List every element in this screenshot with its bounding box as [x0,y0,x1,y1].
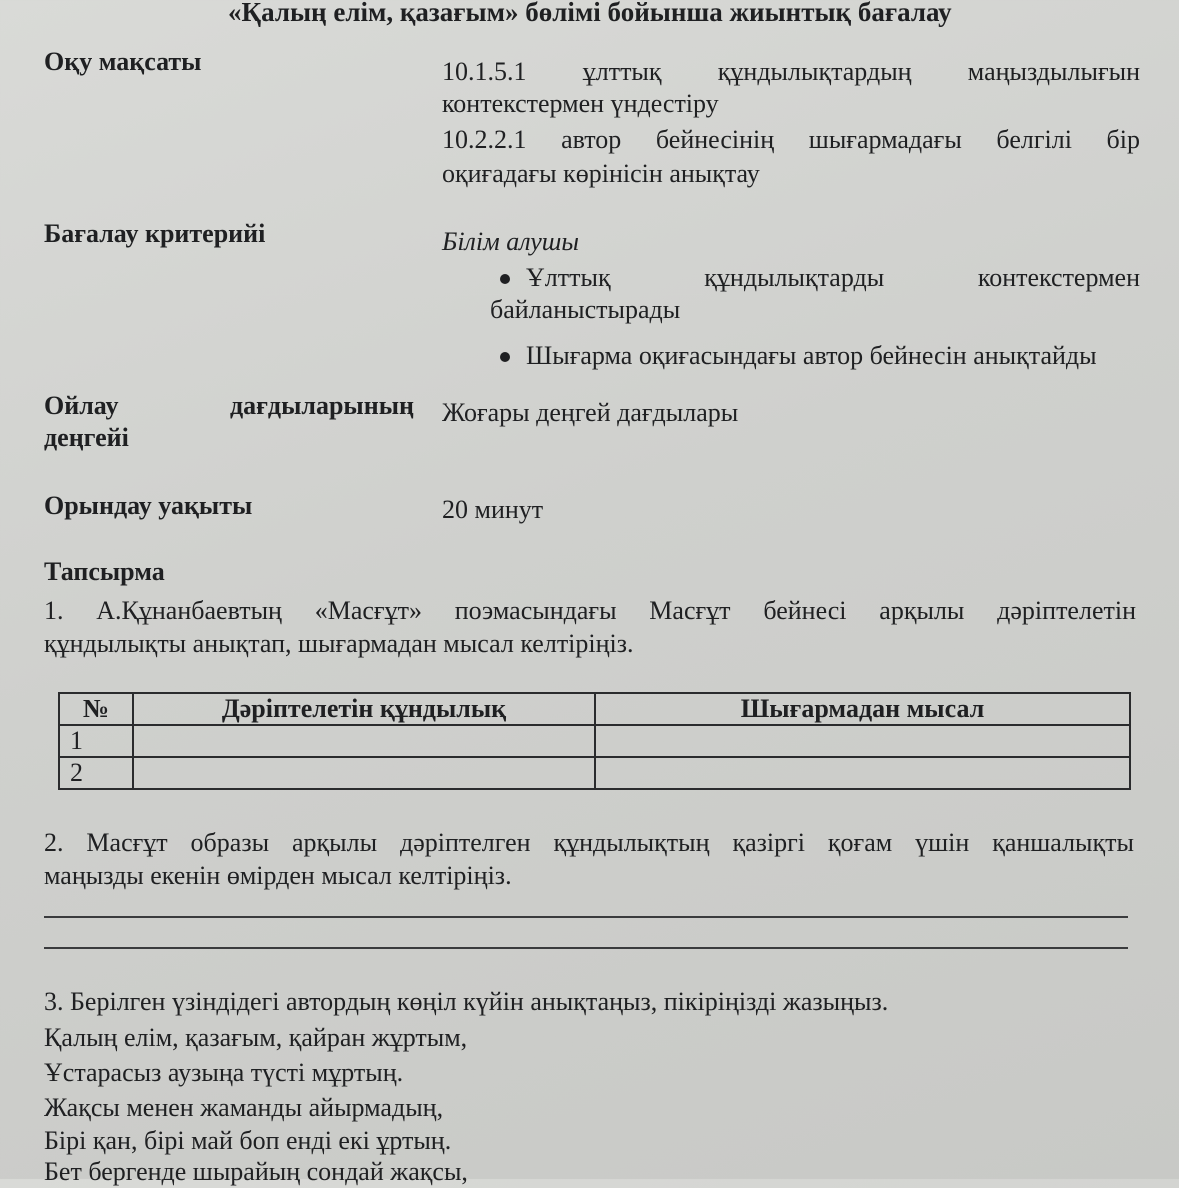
task-1-line1: 1. А.Құнанбаевтың «Масғұт» поэмасындағы Масғұт бейнесі арқылы дәріптелетін [44,596,1136,625]
example-cell[interactable] [595,757,1130,789]
example-cell[interactable] [595,725,1130,757]
row-number-cell: 2 [59,757,133,789]
answer-line-1[interactable] [44,916,1128,918]
tasks-heading: Тапсырма [44,557,165,586]
criterion-1-line1: Ұлттық құндылықтарды контекстермен [526,263,1140,292]
table-row [59,725,1130,757]
task-1-line2: құндылықты анықтап, шығармадан мысал келтіріңіз. [44,629,634,658]
poem-line: Жақсы менен жаманды айырмадың, [44,1093,444,1122]
task-2-line2: маңызды екенін өмірден мысал келтіріңіз. [44,861,512,890]
thinking-label-line2: деңгейі [44,423,129,452]
answer-line-2[interactable] [44,947,1128,949]
time-label: Орындау уақыты [44,491,253,520]
task-3: 3. Берілген үзіндідегі автордың көңіл күйін анықтаңыз, пікіріңізді жазыңыз. [44,987,889,1016]
poem-line: Бірі қан, бірі май боп енді екі ұртың. [44,1126,452,1155]
thinking-label-line1: Ойлау дағдыларының [44,391,414,420]
column-header-number: № [59,693,133,725]
value-cell[interactable] [133,725,595,757]
objectives-label: Оқу мақсаты [44,47,202,76]
column-header-value: Дәріптелетін құндылық [133,693,595,725]
table-header-row [59,693,1130,725]
objective-1-line1: 10.1.5.1 ұлттық құндылықтардың маңыздылығын [442,57,1140,86]
objective-1-line2: контекстермен үндестіру [442,89,719,118]
poem-line: Қалың елім, қазағым, қайран жұртым, [44,1023,468,1052]
criteria-intro: Білім алушы [442,227,579,256]
criterion-2: Шығарма оқиғасындағы автор бейнесін анықтайды [526,341,1097,370]
answer-table [58,692,1131,790]
time-value: 20 минут [442,495,544,524]
criterion-1-line2: байланыстырады [490,295,681,324]
poem-line: Ұстарасыз аузыңа түсті мұртың. [44,1058,404,1087]
column-header-example: Шығармадан мысал [595,693,1130,725]
thinking-value: Жоғары деңгей дағдылары [442,398,739,427]
objective-2-line1: 10.2.2.1 автор бейнесінің шығармадағы белгілі бір [442,125,1140,154]
task-2-line1: 2. Масғұт образы арқылы дәріптелген құндылықтың қазіргі қоғам үшін қаншалықты [44,828,1134,857]
table-row [59,757,1130,789]
objective-2-line2: оқиғадағы көрінісін анықтау [442,159,760,188]
row-number-cell: 1 [59,725,133,757]
value-cell[interactable] [133,757,595,789]
criteria-label: Бағалау критерийі [44,219,266,248]
poem-line: Бет бергенде шырайың сондай жақсы, [44,1157,468,1186]
page-title: «Қалың елім, қазағым» бөлімі бойынша жиынтық бағалау [228,0,952,27]
